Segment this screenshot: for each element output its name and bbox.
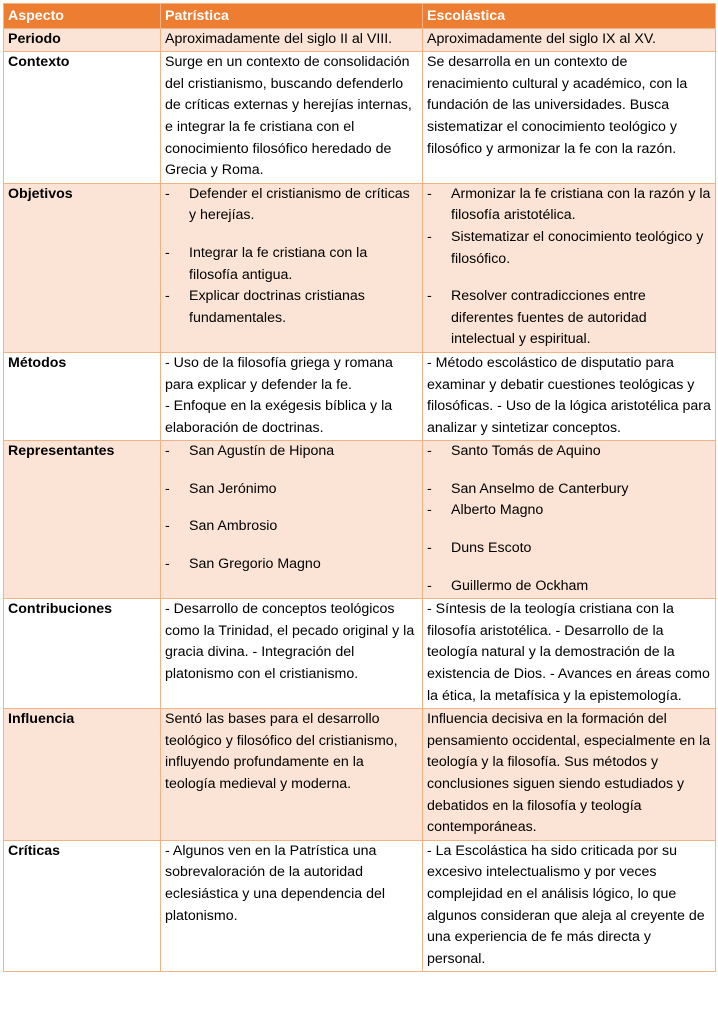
list-item: - Santo Tomás de Aquino: [427, 441, 711, 463]
escolastica-cell: [423, 183, 716, 352]
list-item: - Defender el cristianismo de críticas y herejías.: [165, 184, 418, 227]
escolastica-cell: Influencia decisiva en la formación del pensamiento occidental, especialmente en la teología y la filosofía. Sus métodos y conclusiones siguen siendo estudiados y debatidos en la filosofía y teología contemporáneas.: [423, 709, 716, 841]
representantes-patristica-list: [165, 441, 418, 575]
representantes-escolastica-list: [427, 441, 711, 597]
list-item: - San Anselmo de Canterbury: [427, 479, 711, 501]
row-metodos: [4, 352, 716, 440]
list-item: - Resolver contradicciones entre diferentes fuentes de autoridad intelectual y espiritual.: [427, 286, 711, 351]
aspect-cell: Objetivos: [4, 183, 161, 352]
header-patristica: Patrística: [161, 4, 423, 29]
row-influencia: [4, 709, 716, 841]
objetivos-escolastica-list: [427, 184, 711, 351]
row-contribuciones: [4, 599, 716, 709]
header-aspecto: Aspecto: [4, 4, 161, 29]
patristica-cell: - Uso de la filosofía griega y romana para explicar y defender la fe. - Enfoque en la exégesis bíblica y la elaboración de doctrinas.: [161, 352, 423, 440]
aspect-cell: Periodo: [4, 28, 161, 52]
patristica-cell: - Desarrollo de conceptos teológicos como la Trinidad, el pecado original y la gracia divina. - Integración del platonismo con el cristianismo.: [161, 599, 423, 709]
list-item: - Alberto Magno: [427, 500, 711, 522]
header-row: [4, 4, 716, 29]
aspect-cell: Críticas: [4, 840, 161, 972]
escolastica-cell: Se desarrolla en un contexto de renacimiento cultural y académico, con la fundación de las universidades. Busca sistematizar el conocimiento teológico y filosófico y armonizar la fe con la razón.: [423, 52, 716, 184]
aspect-cell: Contexto: [4, 52, 161, 184]
list-item: - Explicar doctrinas cristianas fundamentales.: [165, 286, 418, 329]
row-criticas: [4, 840, 716, 972]
row-contexto: [4, 52, 716, 184]
list-item: - Duns Escoto: [427, 538, 711, 560]
patristica-cell: [161, 183, 423, 352]
aspect-cell: Representantes: [4, 441, 161, 599]
escolastica-cell: - Método escolástico de disputatio para examinar y debatir cuestiones teológicas y filosóficas. - Uso de la lógica aristotélica para analizar y sintetizar conceptos.: [423, 352, 716, 440]
patristica-cell: Aproximadamente del siglo II al VIII.: [161, 28, 423, 52]
header-escolastica: Escolástica: [423, 4, 716, 29]
list-item: - Integrar la fe cristiana con la filosofía antigua.: [165, 243, 418, 286]
list-item: - Sistematizar el conocimiento teológico y filosófico.: [427, 227, 711, 270]
patristica-cell: [161, 441, 423, 599]
patristica-cell: Surge en un contexto de consolidación del cristianismo, buscando defenderlo de críticas externas y herejías internas, e integrar la fe cristiana con el conocimiento filosófico heredado de Grecia y Roma.: [161, 52, 423, 184]
row-objetivos: [4, 183, 716, 352]
escolastica-cell: - La Escolástica ha sido criticada por su excesivo intelectualismo y por veces complejidad en el análisis lógico, lo que algunos consideran que aleja al creyente de una experiencia de fe más directa y personal.: [423, 840, 716, 972]
patristica-cell: - Algunos ven en la Patrística una sobrevaloración de la autoridad eclesiástica y una dependencia del platonismo.: [161, 840, 423, 972]
list-item: - San Agustín de Hipona: [165, 441, 418, 463]
aspect-cell: Métodos: [4, 352, 161, 440]
list-item: - San Ambrosio: [165, 516, 418, 538]
patristica-cell: Sentó las bases para el desarrollo teológico y filosófico del cristianismo, influyendo profundamente en la teología medieval y moderna.: [161, 709, 423, 841]
row-periodo: [4, 28, 716, 52]
objetivos-patristica-list: [165, 184, 418, 330]
escolastica-cell: [423, 441, 716, 599]
aspect-cell: Influencia: [4, 709, 161, 841]
escolastica-cell: - Síntesis de la teología cristiana con la filosofía aristotélica. - Desarrollo de la teología natural y la demostración de la existencia de Dios. - Avances en áreas como la ética, la metafísica y la epistemología.: [423, 599, 716, 709]
comparison-table: [3, 3, 716, 972]
aspect-cell: Contribuciones: [4, 599, 161, 709]
escolastica-cell: Aproximadamente del siglo IX al XV.: [423, 28, 716, 52]
row-representantes: [4, 441, 716, 599]
list-item: - Guillermo de Ockham: [427, 576, 711, 598]
list-item: - Armonizar la fe cristiana con la razón y la filosofía aristotélica.: [427, 184, 711, 227]
list-item: - San Jerónimo: [165, 479, 418, 501]
list-item: - San Gregorio Magno: [165, 554, 418, 576]
